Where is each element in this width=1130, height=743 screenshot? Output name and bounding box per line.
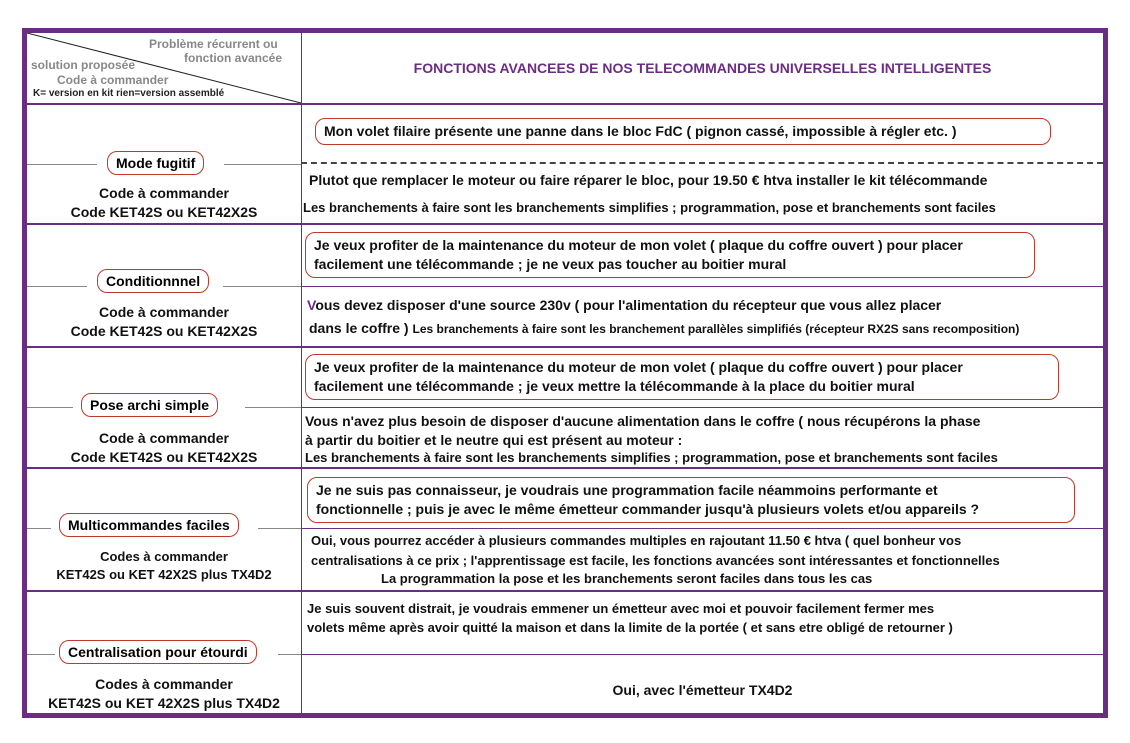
- row-guide-left: [27, 528, 51, 529]
- solution-pose-archi-simple: Pose archi simple: [81, 393, 218, 417]
- page-title: FONCTIONS AVANCEES DE NOS TELECOMMANDES UNIVERSELLES INTELLIGENTES: [413, 60, 992, 76]
- row2-answer-initial: V: [307, 297, 316, 313]
- row3-answer-note: Les branchements à faire sont les branchements simplifies ; programmation, pose et branchements sont faciles: [305, 450, 998, 465]
- row2-answer-coffre: dans le coffre ): [309, 320, 409, 336]
- row-separator: [27, 346, 1103, 348]
- row4-question-line1: Je ne suis pas connaisseur, je voudrais une programmation facile néammoins performante et: [316, 482, 938, 498]
- row-guide-right: [224, 164, 301, 165]
- row1-question: Mon volet filaire présente une panne dans le bloc FdC ( pignon cassé, impossible à régler etc. ): [315, 118, 1051, 145]
- row-inner-separator: [302, 528, 1103, 529]
- header-kit-note: K= version en kit rien=version assemblé: [33, 88, 225, 99]
- row-guide-left: [27, 654, 55, 655]
- row1-answer: Plutot que remplacer le moteur ou faire réparer le bloc, pour 19.50 € htva installer le kit télécommande: [309, 172, 988, 188]
- row1-answer-note: Les branchements à faire sont les branchements simplifies ; programmation, pose et branchements sont faciles: [303, 200, 996, 215]
- header-problem-label: Problème récurrent ou: [149, 37, 278, 51]
- row4-question: [307, 477, 1075, 523]
- row-guide-right: [245, 407, 301, 408]
- row-inner-separator: [302, 654, 1103, 655]
- row2-question: [305, 232, 1035, 278]
- row-dashed-separator: [301, 162, 1103, 164]
- row-guide-right: [278, 654, 301, 655]
- row-separator: [27, 467, 1103, 469]
- row5-question-line1: Je suis souvent distrait, je voudrais emmener un émetteur avec moi et pouvoir facilement fermer mes: [307, 601, 935, 616]
- row2-code-label: Code à commander: [99, 304, 229, 320]
- row3-code-label: Code à commander: [99, 430, 229, 446]
- solution-conditionnel: Conditionnnel: [97, 269, 209, 293]
- solution-centralisation: Centralisation pour étourdi: [59, 640, 257, 664]
- row2-answer-line1: [307, 296, 941, 315]
- solution-multicommandes: Multicommandes faciles: [59, 513, 239, 537]
- row4-answer-line1: Oui, vous pourrez accéder à plusieurs commandes multiples en rajoutant 11.50 € htva ( quel bonheur vos: [311, 533, 962, 548]
- row1-code-value: Code KET42S ou KET42X2S: [70, 204, 258, 220]
- column-divider: [301, 33, 302, 713]
- row3-code-value: Code KET42S ou KET42X2S: [70, 449, 258, 465]
- row-guide-right: [258, 528, 301, 529]
- row2-answer-text: ous devez disposer d'une source 230v ( pour l'alimentation du récepteur que vous allez placer: [315, 297, 942, 313]
- row5-question-line2: volets même après avoir quitté la maison et dans la limite de la portée ( et sans etre obligé de retourner ): [307, 620, 953, 635]
- header-code-label: Code à commander: [57, 73, 169, 87]
- row5-answer: Oui, avec l'émetteur TX4D2: [612, 682, 793, 698]
- row3-answer-line2: à partir du boitier et le neutre qui est présent au moteur :: [305, 432, 683, 448]
- row3-answer-line1: Vous n'avez plus besoin de disposer d'aucune alimentation dans le coffre ( nous récupérons la phase: [305, 413, 981, 429]
- row3-question-line2: facilement une télécommande ; je veux mettre la télécommande à la place du boitier mural: [314, 378, 915, 394]
- row2-code-value: Code KET42S ou KET42X2S: [70, 323, 258, 339]
- row-separator: [27, 223, 1103, 225]
- row-guide-left: [27, 164, 97, 165]
- row4-code-value: KET42S ou KET 42X2S plus TX4D2: [56, 567, 272, 582]
- header-solution-label: solution proposée: [31, 58, 136, 72]
- row4-answer-line3: La programmation la pose et les branchements seront faciles dans tous les cas: [381, 571, 873, 586]
- row2-answer-line2: [309, 319, 1019, 339]
- row1-code-label: Code à commander: [99, 185, 229, 201]
- table-frame: [22, 28, 1108, 718]
- row5-code-label: Codes à commander: [95, 676, 233, 692]
- row-guide-right: [223, 286, 301, 287]
- row-inner-separator: [302, 286, 1103, 287]
- row2-question-line1: Je veux profiter de la maintenance du moteur de mon volet ( plaque du coffre ouvert ) pour placer: [314, 237, 963, 253]
- solution-mode-fugitif: Mode fugitif: [107, 151, 204, 175]
- row-separator: [27, 590, 1103, 592]
- header-function-label: fonction avancée: [184, 51, 283, 65]
- row-guide-left: [27, 407, 73, 408]
- row4-answer-line2: centralisations à ce prix ; l'apprentissage est facile, les fonctions avancées sont intéressantes et fonctionnelles: [311, 553, 1000, 568]
- row4-question-line2: fonctionnelle ; puis je avec le même émetteur commander jusqu'à plusieurs volets et/ou appareils ?: [316, 501, 980, 517]
- row-inner-separator: [302, 407, 1103, 408]
- row-separator: [27, 103, 1103, 105]
- row3-question-line1: Je veux profiter de la maintenance du moteur de mon volet ( plaque du coffre ouvert ) pour placer: [314, 359, 963, 375]
- row5-code-value: KET42S ou KET 42X2S plus TX4D2: [48, 695, 280, 711]
- row3-question: [305, 354, 1059, 400]
- row-guide-left: [27, 286, 87, 287]
- row2-question-line2: facilement une télécommande ; je ne veux pas toucher au boitier mural: [314, 256, 787, 272]
- row2-answer-note: Les branchements à faire sont les branchement parallèles simplifiés (récepteur RX2S sans recomposition): [412, 322, 1020, 336]
- row4-code-label: Codes à commander: [100, 549, 228, 564]
